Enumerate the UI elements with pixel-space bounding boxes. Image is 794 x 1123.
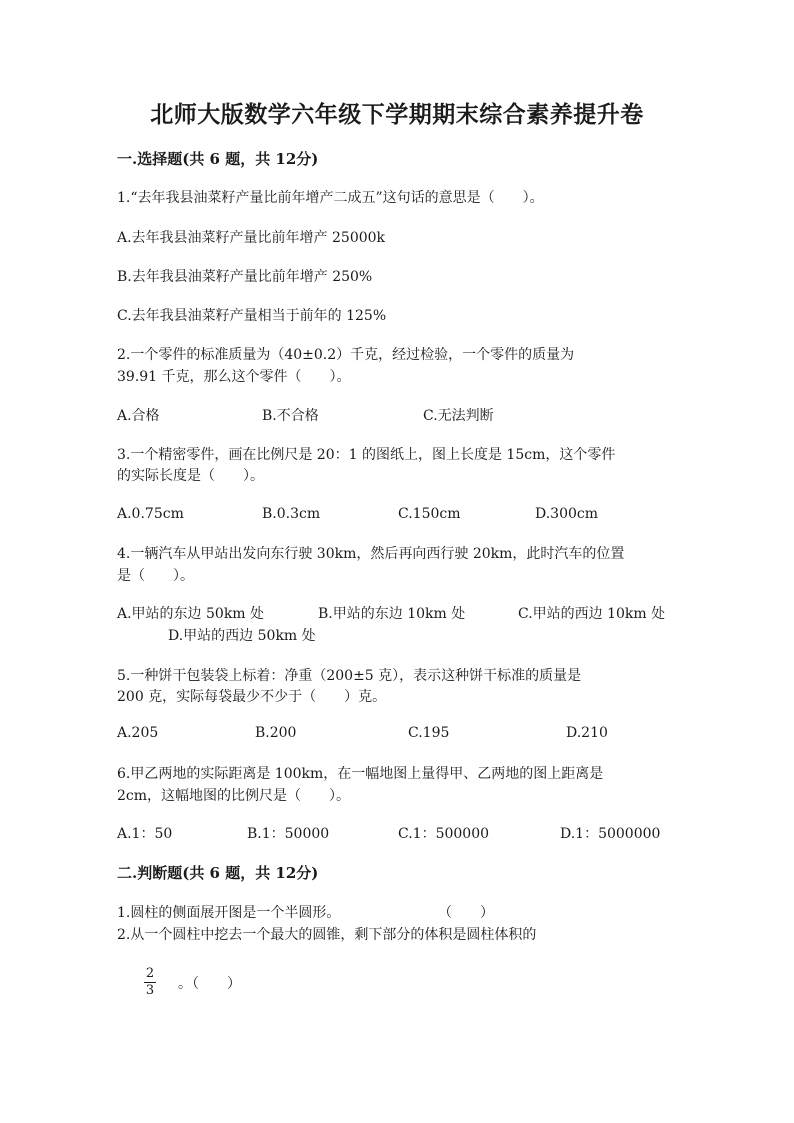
fraction-numerator: 2 <box>145 966 155 981</box>
question-4-text-line-2: 是（ ）。 <box>117 568 194 584</box>
question-6-text-line-1: 6.甲乙两地的实际距离是 100km，在一幅地图上量得甲、乙两地的图上距离是 <box>117 766 604 782</box>
question-6-option-b: B.1：50000 <box>247 826 330 842</box>
question-4-option-c: C.甲站的西边 10km 处 <box>518 606 666 622</box>
question-6-text-line-2: 2cm，这幅地图的比例尺是（ ）。 <box>117 788 351 804</box>
question-5-text-line-1: 5.一种饼干包装袋上标着：净重（200±5 克），表示这种饼干标准的质量是 <box>117 668 582 684</box>
question-1-option-c: C.去年我县油菜籽产量相当于前年的 125% <box>117 308 387 324</box>
question-2-option-c: C.无法判断 <box>423 408 494 424</box>
question-3-option-a: A.0.75cm <box>117 506 184 522</box>
question-3-option-b: B.0.3cm <box>262 506 321 522</box>
question-6-option-d: D.1：5000000 <box>560 826 661 842</box>
judgement-2-text: 2.从一个圆柱中挖去一个最大的圆锥，剩下部分的体积是圆柱体积的 <box>117 927 537 943</box>
question-2-text-line-2: 39.91 千克，那么这个零件（ ）。 <box>117 369 351 385</box>
question-4-option-d: D.甲站的西边 50km 处 <box>168 628 316 644</box>
question-2-option-a: A.合格 <box>117 408 160 424</box>
question-1-option-b: B.去年我县油菜籽产量比前年增产 250% <box>117 269 373 285</box>
question-2-option-b: B.不合格 <box>262 408 319 424</box>
question-1-text: 1.“去年我县油菜籽产量比前年增产二成五”这句话的意思是（ ）。 <box>117 190 544 206</box>
question-5-option-d: D.210 <box>566 725 608 741</box>
question-5-option-c: C.195 <box>408 725 450 741</box>
fraction-two-thirds <box>143 966 157 999</box>
page-title: 北师大版数学六年级下学期期末综合素养提升卷 <box>150 101 644 128</box>
judgement-1-blank: （ ） <box>438 905 494 921</box>
question-3-option-c: C.150cm <box>398 506 461 522</box>
question-4-option-a: A.甲站的东边 50km 处 <box>117 606 265 622</box>
question-3-text-line-1: 3.一个精密零件，画在比例尺是 20：1 的图纸上，图上长度是 15cm，这个零件 <box>117 447 616 463</box>
section-heading-choice: 一.选择题(共 6 题，共 12分) <box>117 150 319 168</box>
question-5-text-line-2: 200 克，实际每袋最少不少于（ ）克。 <box>117 689 387 705</box>
judgement-1-text: 1.圆柱的侧面展开图是一个半圆形。 <box>117 905 341 921</box>
fraction-denominator: 3 <box>145 983 155 998</box>
question-3-text-line-2: 的实际长度是（ ）。 <box>117 468 264 484</box>
question-4-text-line-1: 4.一辆汽车从甲站出发向东行驶 30km，然后再向西行驶 20km，此时汽车的位置 <box>117 546 625 562</box>
question-5-option-a: A.205 <box>117 725 159 741</box>
question-1-option-a: A.去年我县油菜籽产量比前年增产 25000k <box>117 230 386 246</box>
question-2-text-line-1: 2.一个零件的标准质量为（40±0.2）千克，经过检验，一个零件的质量为 <box>117 347 575 363</box>
question-6-option-a: A.1：50 <box>117 826 173 842</box>
question-3-option-d: D.300cm <box>535 506 599 522</box>
question-5-option-b: B.200 <box>255 725 297 741</box>
section-heading-judgement: 二.判断题(共 6 题，共 12分) <box>117 864 319 882</box>
question-4-option-b: B.甲站的东边 10km 处 <box>318 606 466 622</box>
question-6-option-c: C.1：500000 <box>398 826 490 842</box>
judgement-2-blank: 。（ ） <box>178 976 241 992</box>
